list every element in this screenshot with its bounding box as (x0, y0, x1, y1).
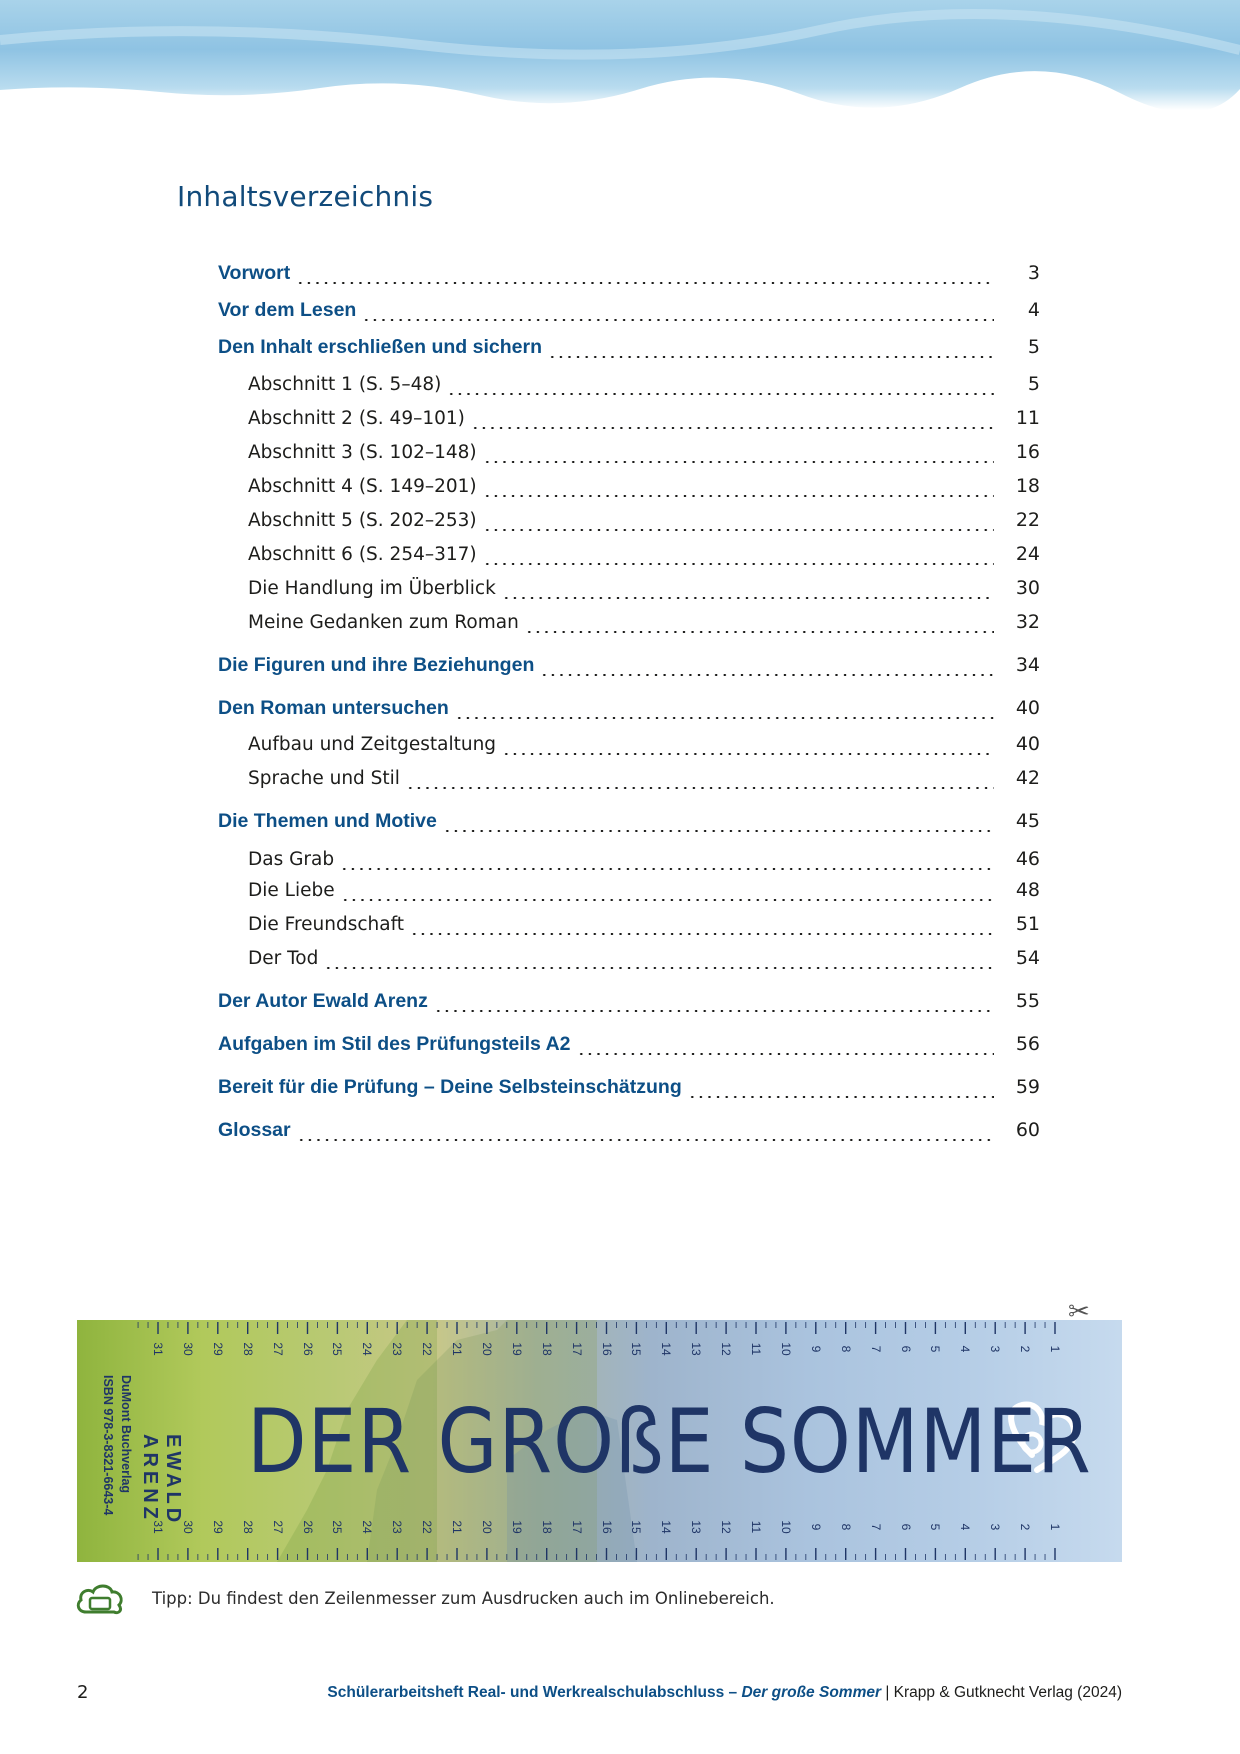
toc-section-row (218, 947, 1040, 977)
toc-section-row (218, 441, 1040, 471)
toc-dot-leader (341, 899, 994, 901)
footer-series: Schülerarbeitsheft Real- und Werkrealschulabschluss – (327, 1684, 742, 1701)
toc-entry-label: Die Freundschaft (248, 914, 405, 935)
toc-dot-leader (471, 427, 994, 429)
toc-chapter-row (218, 990, 1040, 1020)
footer-citation (327, 1684, 1122, 1702)
scissors-icon: ✂ (1068, 1297, 1090, 1327)
toc-dot-leader (362, 319, 994, 321)
ruler-tick-label: 22 (420, 1520, 435, 1534)
ruler-publisher: DuMont Buchverlag (119, 1375, 133, 1494)
ruler-tick-label: 19 (509, 1342, 524, 1356)
toc-entry-label: Abschnitt 6 (S. 254–317) (248, 544, 477, 565)
toc-dot-leader (688, 1096, 994, 1098)
ruler-author-first: EWALD (162, 1434, 184, 1527)
ruler-isbn: ISBN 978-3-8321-6643-4 (101, 1375, 115, 1516)
toc-page-number: 51 (1015, 913, 1040, 935)
toc-section-row (218, 509, 1040, 539)
toc-page-number: 22 (1015, 509, 1040, 531)
toc-page-number: 42 (1015, 767, 1040, 789)
toc-dot-leader (297, 1139, 994, 1141)
ruler-tick-label: 6 (898, 1523, 913, 1531)
ruler-tick-label: 7 (868, 1345, 883, 1353)
ruler-tick-label: 23 (390, 1342, 405, 1356)
ruler-tick-label: 6 (898, 1345, 913, 1353)
toc-page-number: 55 (1015, 990, 1040, 1012)
toc-page-number: 24 (1015, 543, 1040, 565)
ruler-tick-label: 10 (778, 1520, 793, 1534)
toc-section-row (218, 543, 1040, 573)
toc-section-row (218, 577, 1040, 607)
toc-chapter-row (218, 336, 1040, 366)
toc-dot-leader (483, 495, 994, 497)
toc-chapter-row (218, 654, 1040, 684)
toc-dot-leader (577, 1053, 995, 1055)
ruler-tick-label: 25 (330, 1520, 345, 1534)
tip-text: Tipp: Du findest den Zeilenmesser zum Ausdrucken auch im Onlinebereich. (152, 1589, 775, 1608)
toc-section-row (218, 767, 1040, 797)
toc-dot-leader (443, 830, 994, 832)
ruler-tick-label: 3 (988, 1345, 1003, 1353)
ruler-tick-label: 4 (958, 1345, 973, 1353)
ruler-tick-label: 31 (151, 1520, 165, 1534)
ruler-tick-label: 15 (629, 1520, 644, 1534)
ruler-tick-label: 3 (988, 1523, 1003, 1531)
toc-entry-label: Den Roman untersuchen (218, 697, 449, 719)
toc-entry-label: Die Figuren und ihre Beziehungen (218, 654, 535, 676)
toc-page-number: 56 (1015, 1033, 1040, 1055)
toc-dot-leader (548, 356, 994, 358)
toc-page-number: 45 (1015, 810, 1040, 832)
ruler-author-last: ARENZ (139, 1434, 161, 1523)
toc-dot-leader (410, 933, 994, 935)
toc-page-number: 18 (1015, 475, 1040, 497)
toc-page-number: 48 (1015, 879, 1040, 901)
ruler-tick-label: 27 (270, 1342, 285, 1356)
toc-chapter-row (218, 1076, 1040, 1106)
page-number: 2 (77, 1682, 89, 1703)
ruler-tick-label: 28 (240, 1342, 255, 1356)
toc-section-row (218, 475, 1040, 505)
ruler-tick-label: 23 (390, 1520, 405, 1534)
toc-entry-label: Abschnitt 3 (S. 102–148) (248, 442, 477, 463)
toc-entry-label: Den Inhalt erschließen und sichern (218, 336, 542, 358)
toc-page-number: 40 (1015, 733, 1040, 755)
toc-section-row (218, 913, 1040, 943)
toc-dot-leader (324, 967, 994, 969)
ruler-tick-label: 17 (569, 1342, 584, 1356)
toc-entry-label: Abschnitt 1 (S. 5–48) (248, 374, 442, 395)
ruler-tick-label: 1 (1048, 1345, 1062, 1353)
ruler-tick-label: 7 (868, 1523, 883, 1531)
toc-page-number: 5 (1027, 373, 1040, 395)
toc-page-number: 5 (1027, 336, 1040, 358)
toc-entry-label: Meine Gedanken zum Roman (248, 612, 519, 633)
ruler-book-title: DER GROßE SOMMER (247, 1390, 1092, 1493)
toc-page-number: 59 (1015, 1076, 1040, 1098)
ruler-tick-label: 19 (509, 1520, 524, 1534)
ruler-tick-label: 4 (958, 1523, 973, 1531)
header-watercolor-band (0, 0, 1240, 110)
toc-entry-label: Abschnitt 5 (S. 202–253) (248, 510, 477, 531)
ruler-tick-label: 31 (151, 1342, 165, 1356)
toc-dot-leader (483, 461, 994, 463)
ruler-tick-label: 5 (928, 1345, 943, 1353)
line-ruler-bookmark (77, 1320, 1122, 1562)
ruler-tick-label: 17 (569, 1520, 584, 1534)
toc-entry-label: Die Handlung im Überblick (248, 578, 496, 599)
toc-entry-label: Abschnitt 2 (S. 49–101) (248, 408, 465, 429)
toc-entry-label: Das Grab (248, 849, 335, 870)
ruler-tick-label: 2 (1018, 1345, 1033, 1353)
ruler-tick-label: 16 (599, 1520, 614, 1534)
toc-page-number: 54 (1015, 947, 1040, 969)
toc-section-row (218, 407, 1040, 437)
toc-dot-leader (483, 563, 994, 565)
ruler-tick-label: 26 (300, 1520, 315, 1534)
toc-chapter-row (218, 1033, 1040, 1063)
ruler-tick-label: 9 (808, 1345, 823, 1353)
ruler-tick-label: 28 (240, 1520, 255, 1534)
toc-page-number: 4 (1027, 299, 1040, 321)
toc-entry-label: Der Autor Ewald Arenz (218, 990, 428, 1012)
ruler-tick-label: 9 (808, 1523, 823, 1531)
toc-entry-label: Die Themen und Motive (218, 810, 437, 832)
ruler-tick-label: 18 (539, 1520, 554, 1534)
toc-section-row (218, 848, 1040, 878)
toc-section-row (218, 611, 1040, 641)
toc-page-number: 30 (1015, 577, 1040, 599)
toc-entry-label: Sprache und Stil (248, 768, 400, 789)
ruler-tick-label: 21 (450, 1342, 464, 1356)
ruler-tick-label: 16 (599, 1342, 614, 1356)
toc-entry-label: Aufgaben im Stil des Prüfungsteils A2 (218, 1033, 571, 1055)
toc-dot-leader (502, 597, 994, 599)
ruler-tick-label: 12 (719, 1342, 734, 1356)
toc-entry-label: Glossar (218, 1119, 291, 1141)
toc-dot-leader (455, 717, 994, 719)
ruler-tick-label: 24 (360, 1520, 375, 1534)
toc-dot-leader (434, 1010, 994, 1012)
ruler-tick-label: 22 (420, 1342, 435, 1356)
ruler-tick-label: 13 (689, 1342, 704, 1356)
toc-page-number: 34 (1015, 654, 1040, 676)
ruler-tick-label: 25 (330, 1342, 345, 1356)
toc-chapter-row (218, 697, 1040, 727)
toc-chapter-row (218, 1119, 1040, 1149)
ruler-tick-label: 11 (749, 1520, 763, 1534)
toc-page-number: 60 (1015, 1119, 1040, 1141)
footer-book-title: Der große Sommer (741, 1684, 882, 1701)
ruler-tick-label: 27 (270, 1520, 285, 1534)
ruler-tick-label: 21 (450, 1520, 464, 1534)
toc-entry-label: Vor dem Lesen (218, 299, 357, 321)
toc-section-row (218, 373, 1040, 403)
ruler-tick-label: 5 (928, 1523, 943, 1531)
toc-dot-leader (447, 393, 994, 395)
toc-entry-label: Aufbau und Zeitgestaltung (248, 734, 497, 755)
ruler-tick-label: 12 (719, 1520, 734, 1534)
toc-entry-label: Der Tod (248, 948, 319, 969)
ruler-tick-label: 8 (838, 1523, 853, 1531)
ruler-tick-label: 29 (210, 1520, 225, 1534)
ruler-tick-label: 2 (1018, 1523, 1033, 1531)
toc-dot-leader (483, 529, 994, 531)
ruler-tick-label: 14 (659, 1520, 674, 1534)
ruler-tick-label: 30 (180, 1520, 195, 1534)
toc-entry-label: Vorwort (218, 262, 291, 284)
toc-dot-leader (296, 282, 994, 284)
toc-page-number: 46 (1015, 848, 1040, 870)
toc-page-number: 32 (1015, 611, 1040, 633)
toc-entry-label: Die Liebe (248, 880, 335, 901)
ruler-tick-label: 24 (360, 1342, 375, 1356)
toc-page-number: 3 (1027, 262, 1040, 284)
toc-page-number: 16 (1015, 441, 1040, 463)
toc-chapter-row (218, 262, 1040, 292)
ruler-tick-label: 20 (479, 1342, 494, 1356)
ruler-tick-label: 29 (210, 1342, 225, 1356)
footer-publisher: Krapp & Gutknecht Verlag (2024) (893, 1684, 1122, 1701)
watercolor-edge (0, 0, 1240, 110)
ruler-tick-label: 10 (778, 1342, 793, 1356)
ruler-tick-label: 14 (659, 1342, 674, 1356)
ruler-tick-label: 18 (539, 1342, 554, 1356)
toc-page-number: 11 (1015, 407, 1040, 429)
toc-dot-leader (406, 787, 994, 789)
toc-section-row (218, 733, 1040, 763)
toc-chapter-row (218, 299, 1040, 329)
page-title: Inhaltsverzeichnis (177, 180, 434, 213)
footer-separator: | (881, 1684, 894, 1701)
toc-dot-leader (540, 674, 994, 676)
online-cloud-icon (74, 1578, 126, 1620)
ruler-tick-label: 30 (180, 1342, 195, 1356)
ruler-tick-label: 1 (1048, 1523, 1062, 1531)
toc-page-number: 40 (1015, 697, 1040, 719)
toc-chapter-row (218, 810, 1040, 840)
ruler-tick-label: 15 (629, 1342, 644, 1356)
toc-section-row (218, 879, 1040, 909)
toc-dot-leader (340, 868, 994, 870)
ruler-tick-label: 11 (749, 1342, 763, 1356)
toc-dot-leader (525, 631, 994, 633)
toc-dot-leader (502, 753, 994, 755)
ruler-tick-label: 8 (838, 1345, 853, 1353)
toc-entry-label: Abschnitt 4 (S. 149–201) (248, 476, 477, 497)
ruler-tick-label: 20 (479, 1520, 494, 1534)
ruler-tick-label: 26 (300, 1342, 315, 1356)
ruler-tick-label: 13 (689, 1520, 704, 1534)
toc-entry-label: Bereit für die Prüfung – Deine Selbsteinschätzung (218, 1076, 682, 1098)
